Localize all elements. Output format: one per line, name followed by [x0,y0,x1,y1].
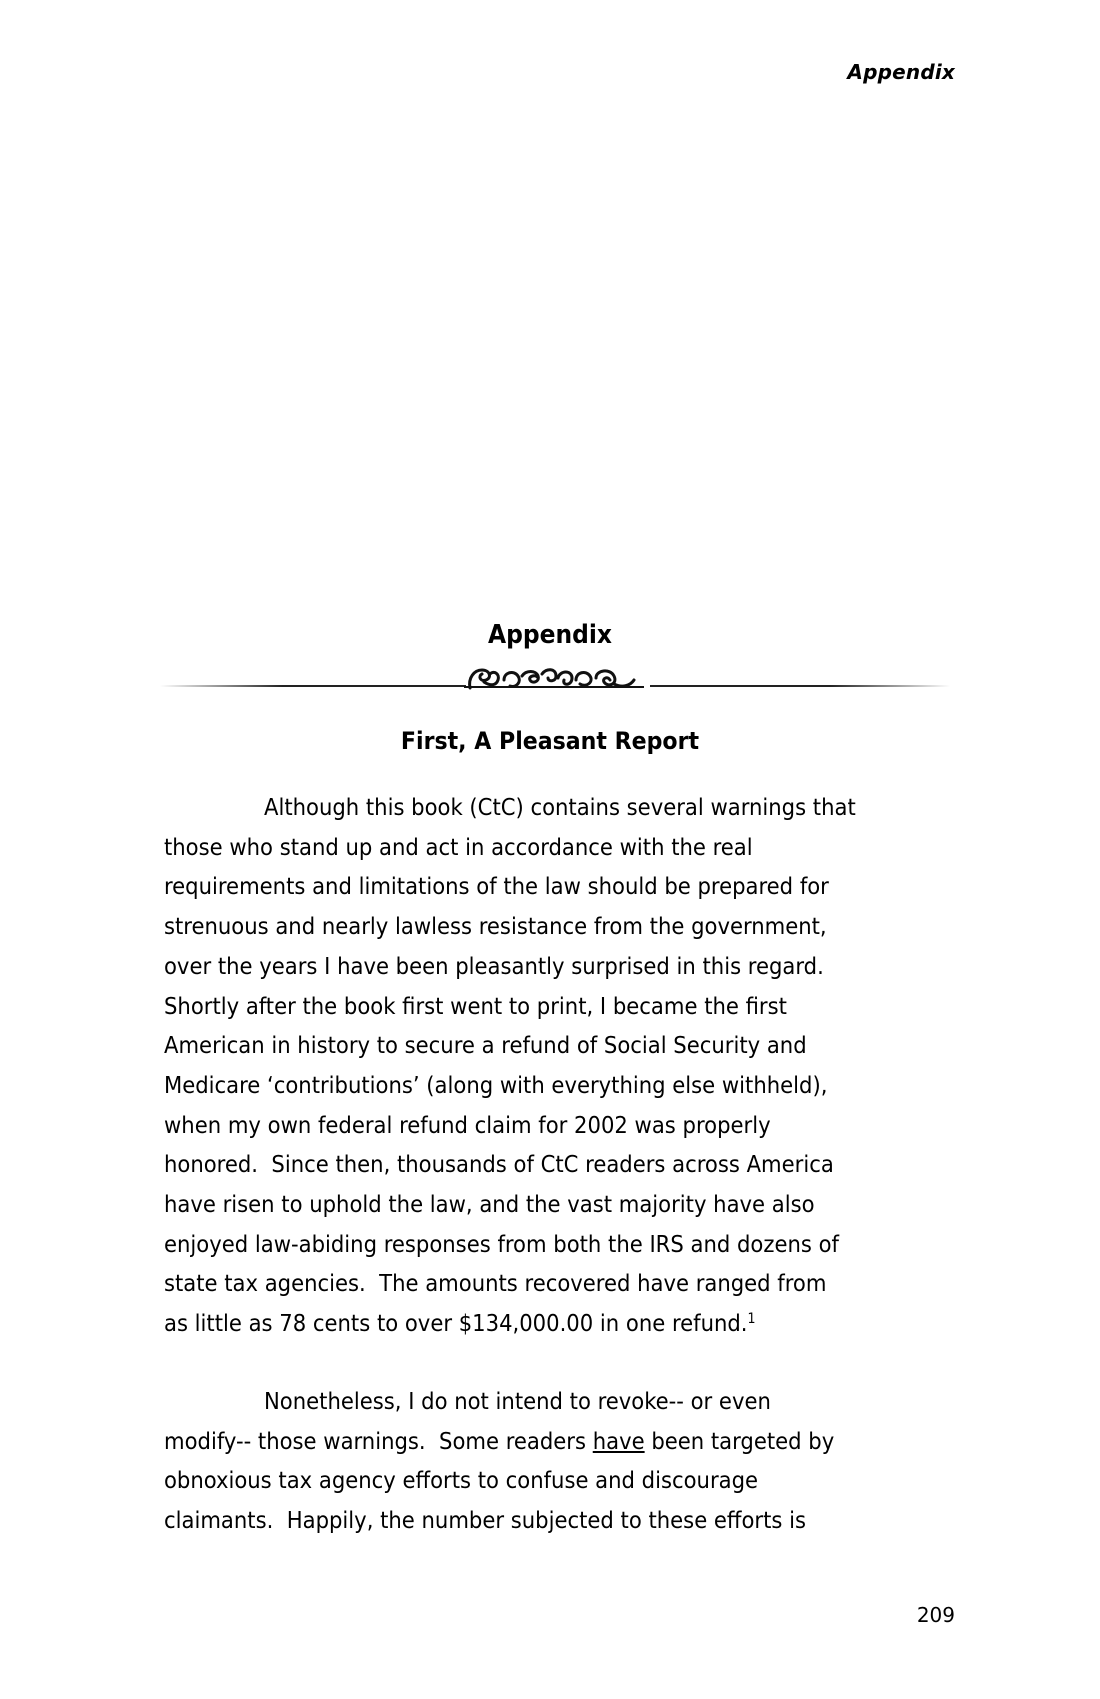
text-line: Shortly after the book first went to print, I became the first [164,991,787,1020]
text-line: requirements and limitations of the law should be prepared for [164,872,829,901]
page-number: 209 [916,1603,955,1627]
footnote-reference[interactable]: 1 [747,1311,756,1328]
section-title: First, A Pleasant Report [400,727,700,755]
text-line: Medicare ‘contributions’ (along with everything else withheld), [164,1070,828,1099]
text-line: state tax agencies. The amounts recovered have ranged from [164,1269,827,1298]
text-line: as little as 78 cents to over $134,000.00 in one refund. [164,1309,748,1338]
text-line: claimants. Happily, the number subjected to these efforts is [164,1506,807,1535]
text-line: obnoxious tax agency efforts to confuse and discourage [164,1466,759,1495]
ornament-flourish-icon [464,660,644,694]
text-line: enjoyed law-abiding responses from both the IRS and dozens of [164,1229,839,1258]
text-line: have risen to uphold the law, and the vast majority have also [164,1190,815,1219]
title-divider [160,660,950,694]
running-head: Appendix [847,60,955,84]
text-line: honored. Since then, thousands of CtC readers across America [164,1150,834,1179]
divider-line-right [650,685,950,687]
text-line: Although this book (CtC) contains several warnings that [264,793,856,821]
paragraph-2 [164,1382,954,1541]
text-line: Nonetheless, I do not intend to revoke-- or even [264,1387,771,1415]
chapter-title: Appendix [488,620,612,650]
text-segment: been targeted by [644,1426,835,1455]
text-line: those who stand up and act in accordance with the real [164,832,753,861]
text-line: American in history to secure a refund of Social Security and [164,1031,807,1060]
paragraph-1 [164,788,954,1344]
text-line [164,1422,954,1462]
text-line: strenuous and nearly lawless resistance from the government, [164,912,827,941]
text-line-last [164,1304,954,1344]
text-line: when my own federal refund claim for 2002 was properly [164,1110,771,1139]
text-line: over the years I have been pleasantly surprised in this regard. [164,951,824,980]
divider-line-left [160,685,466,687]
emphasis-underlined: have [592,1426,645,1455]
text-segment: modify-- those warnings. Some readers [164,1426,593,1455]
